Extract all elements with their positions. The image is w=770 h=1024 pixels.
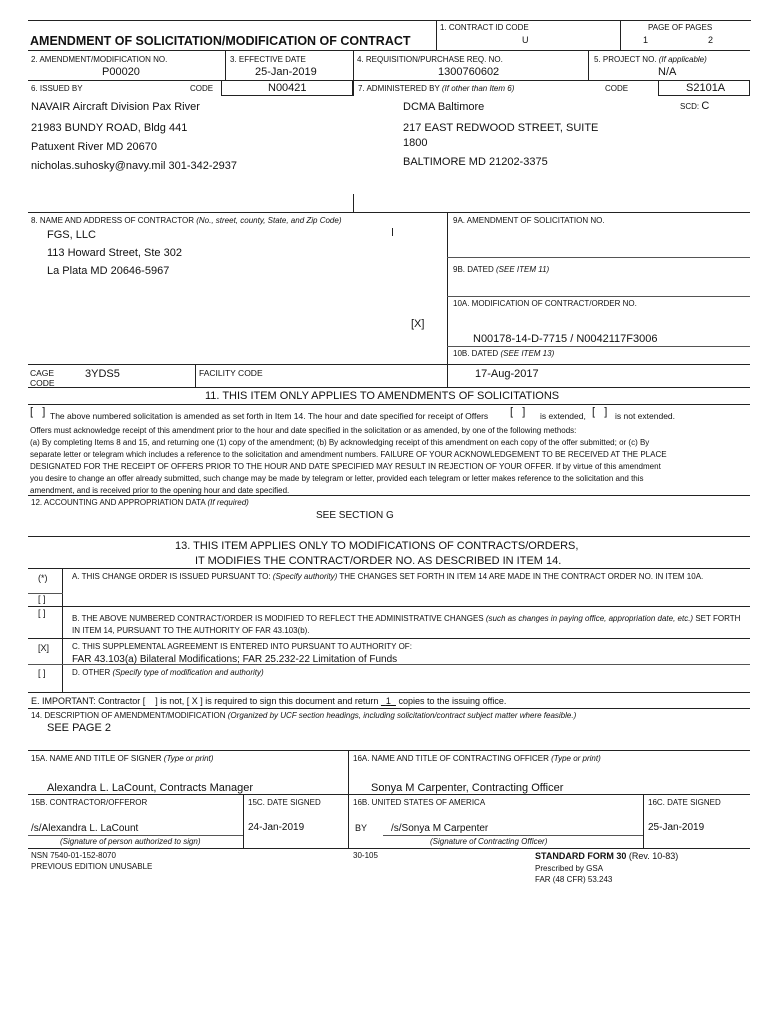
item15a-label: 15A. NAME AND TITLE OF SIGNER (Type or print) <box>31 754 214 763</box>
cage-code[interactable]: 3YDS5 <box>85 368 120 380</box>
item6-code-label: CODE <box>190 84 214 93</box>
item16c-label: 16C. DATE SIGNED <box>648 798 721 807</box>
officer-date-signed[interactable]: 25-Jan-2019 <box>648 822 705 833</box>
supplemental-agreement-authority[interactable]: FAR 43.103(a) Bilateral Modifications; FAR 25.232-22 Limitation of Funds <box>72 654 398 665</box>
prescribed-by: Prescribed by GSA <box>535 864 604 873</box>
important-label: E. IMPORTANT: Contractor [ ] is not, [ X ] is required to sign this document and return 1 copies to the issuing office. <box>31 696 507 706</box>
officer-signature[interactable]: /s/Sonya M Carpenter <box>391 823 489 834</box>
item9b-label: 9B. DATED (SEE ITEM 11) <box>453 265 550 274</box>
item7-label: 7. ADMINISTERED BY (If other than Item 6) <box>358 84 515 93</box>
item15c-label: 15C. DATE SIGNED <box>248 798 321 807</box>
form-code: 30-105 <box>353 851 378 860</box>
modification-description[interactable]: SEE PAGE 2 <box>47 722 111 734</box>
item10a-label: 10A. MODIFICATION OF CONTRACT/ORDER NO. <box>453 299 637 308</box>
effective-date[interactable]: 25-Jan-2019 <box>255 66 317 78</box>
previous-edition-note: PREVIOUS EDITION UNUSABLE <box>31 862 153 871</box>
modification-dated[interactable]: 17-Aug-2017 <box>475 368 539 380</box>
item11-para-line-1: Offers must acknowledge receipt of this amendment prior to the hour and date specified in the solicitation or as amended, by one of the following methods: <box>30 426 577 435</box>
contractor-signature[interactable]: /s/Alexandra L. LaCount <box>31 823 139 834</box>
contract-id-code-label: 1. CONTRACT ID CODE <box>440 23 529 32</box>
item13d-checkbox[interactable]: [ ] <box>38 668 46 678</box>
item13b-checkbox[interactable]: [ ] <box>38 608 46 618</box>
item13b-text: B. THE ABOVE NUMBERED CONTRACT/ORDER IS MODIFIED TO REFLECT THE ADMINISTRATIVE CHANGES (such as changes in paying office, appropriation date, etc.) SET FORTH IN ITEM 14, PURSUANT TO THE AUTHORITY OF FAR 43.103(b). <box>72 614 741 635</box>
page-of-pages-label: PAGE OF PAGES <box>648 23 713 32</box>
administered-by-code[interactable]: S2101A <box>686 82 726 94</box>
contractor-date-signed[interactable]: 24-Jan-2019 <box>248 822 305 833</box>
item5-label: 5. PROJECT NO. (If applicable) <box>594 55 707 64</box>
item13a-checkbox[interactable]: (*) <box>38 573 48 583</box>
item11-checkbox-amended[interactable]: [ ] <box>30 406 46 418</box>
requisition-number[interactable]: 1300760602 <box>438 66 500 78</box>
item6-label: 6. ISSUED BY <box>31 84 83 93</box>
form-title: AMENDMENT OF SOLICITATION/MODIFICATION OF CONTRACT <box>30 34 411 48</box>
contractor-line-3: La Plata MD 20646-5967 <box>47 265 170 277</box>
item10a-checkbox[interactable]: [X] <box>411 318 425 330</box>
item12-label: 12. ACCOUNTING AND APPROPRIATION DATA (If required) <box>31 498 249 507</box>
item11-para-line-5: you desire to change an offer already submitted, such change may be made by telegram or letter, provided each telegram or letter makes reference to the solicitation and this <box>30 474 644 483</box>
contract-id-code[interactable]: U <box>522 35 529 45</box>
item11-line1-text: The above numbered solicitation is amended as set forth in Item 14. The hour and date specified for receipt of Offers <box>50 411 489 421</box>
item11-title: 11. THIS ITEM ONLY APPLIES TO AMENDMENTS OF SOLICITATIONS <box>205 390 560 402</box>
item7-code-label: CODE <box>605 84 629 93</box>
cage-label-1: CAGE <box>30 368 55 378</box>
far-reference: FAR (48 CFR) 53.243 <box>535 875 613 884</box>
contracting-officer-name[interactable]: Sonya M Carpenter, Contracting Officer <box>371 782 564 794</box>
item11-not-extended-label: is not extended. <box>615 411 676 421</box>
item13-title-line-2: IT MODIFIES THE CONTRACT/ORDER NO. AS DESCRIBED IN ITEM 14. <box>195 555 562 567</box>
standard-form-name: STANDARD FORM 30 (Rev. 10-83) <box>535 851 679 861</box>
item11-extended-label: is extended, <box>540 411 586 421</box>
item13c-checkbox[interactable]: [X] <box>38 643 50 653</box>
contractor-line-1: FGS, LLC <box>47 229 96 241</box>
item2-label: 2. AMENDMENT/MODIFICATION NO. <box>31 55 168 64</box>
page-number: 1 <box>643 35 649 45</box>
item13a-text: A. THIS CHANGE ORDER IS ISSUED PURSUANT TO: (Specify authority) THE CHANGES SET FORTH IN ITEM 14 ARE MADE IN THE CONTRACT ORDER NO. IN ITEM 10A. <box>72 572 704 581</box>
item13-title-line-1: 13. THIS ITEM APPLIES ONLY TO MODIFICATIONS OF CONTRACTS/ORDERS, <box>175 540 579 552</box>
administered-by-line-4: BALTIMORE MD 21202-3375 <box>403 156 548 168</box>
item11-para-line-2: (a) By completing Items 8 and 15, and returning one (1) copy of the amendment; (b) By acknowledging receipt of this amendment on each copy of the offer submitted; or (c) By <box>30 438 650 447</box>
item11-checkbox-extended[interactable]: [ ] <box>510 406 526 418</box>
page-count: 2 <box>708 35 714 45</box>
item16b-label: 16B. UNITED STATES OF AMERICA <box>353 798 486 807</box>
item9a-label: 9A. AMENDMENT OF SOLICITATION NO. <box>453 216 605 225</box>
item11-para-line-4: DESIGNATED FOR THE RECEIPT OF OFFERS PRIOR TO THE HOUR AND DATE SPECIFIED MAY RESULT IN REJECTION OF YOUR OFFER. If by virtue of this amendment <box>30 462 661 471</box>
contract-order-number[interactable]: N00178-14-D-7715 / N0042117F3006 <box>473 333 658 345</box>
item4-label: 4. REQUISITION/PURCHASE REQ. NO. <box>357 55 503 64</box>
required-check: X <box>191 696 198 706</box>
amendment-number[interactable]: P00020 <box>102 66 140 78</box>
accounting-data[interactable]: SEE SECTION G <box>316 510 394 521</box>
issued-by-code[interactable]: N00421 <box>268 82 307 94</box>
item10b-label: 10B. DATED (SEE ITEM 13) <box>453 349 555 358</box>
item11-para-line-3: separate letter or telegram which includes a reference to the solicitation and amendment numbers. FAILURE OF YOUR ACKNOWLEDGEMENT TO BE RECEIVED AT THE PLACE <box>30 450 667 459</box>
signature-officer-note: (Signature of Contracting Officer) <box>430 837 548 846</box>
contractor-line-2: 113 Howard Street, Ste 302 <box>47 247 182 259</box>
item14-label: 14. DESCRIPTION OF AMENDMENT/MODIFICATION (Organized by UCF section headings, including solicitation/contract subject matter where feasible.) <box>31 711 577 720</box>
project-number[interactable]: N/A <box>658 66 677 78</box>
scd-value: C <box>701 100 710 112</box>
signer-name-title[interactable]: Alexandra L. LaCount, Contracts Manager <box>47 782 254 794</box>
issued-by-line-2: 21983 BUNDY ROAD, Bldg 441 <box>31 122 188 134</box>
nsn-number: NSN 7540-01-152-8070 <box>31 851 116 860</box>
item13-blank-checkbox[interactable]: [ ] <box>38 594 46 604</box>
item11-checkbox-not-extended[interactable]: [ ] <box>592 406 608 418</box>
administered-by-line-3: 1800 <box>403 137 428 149</box>
facility-code-label: FACILITY CODE <box>199 368 263 378</box>
issued-by-line-1: NAVAIR Aircraft Division Pax River <box>31 101 200 113</box>
item3-label: 3. EFFECTIVE DATE <box>230 55 306 64</box>
item8-label: 8. NAME AND ADDRESS OF CONTRACTOR (No., street, county, State, and Zip Code) <box>31 216 342 225</box>
issued-by-line-4: nicholas.suhosky@navy.mil 301-342-2937 <box>31 160 238 172</box>
item13c-text: C. THIS SUPPLEMENTAL AGREEMENT IS ENTERED INTO PURSUANT TO AUTHORITY OF: <box>72 642 412 651</box>
item16a-label: 16A. NAME AND TITLE OF CONTRACTING OFFICER (Type or print) <box>353 754 601 763</box>
issued-by-line-3: Patuxent River MD 20670 <box>31 141 157 153</box>
item15b-label: 15B. CONTRACTOR/OFFEROR <box>31 798 148 807</box>
copies-count: 1 <box>385 696 391 706</box>
item11-para-line-6: amendment, and is received prior to the opening hour and date specified. <box>30 486 290 495</box>
administered-by-line-2: 217 EAST REDWOOD STREET, SUITE <box>403 122 599 134</box>
signature-person-note: (Signature of person authorized to sign) <box>60 837 201 846</box>
administered-by-line-1: DCMA Baltimore <box>403 101 485 113</box>
item13d-text: D. OTHER (Specify type of modification and authority) <box>72 668 264 677</box>
scd-label: SCD: C <box>680 100 710 112</box>
by-label: BY <box>355 823 368 833</box>
cage-label-2: CODE <box>30 378 55 388</box>
